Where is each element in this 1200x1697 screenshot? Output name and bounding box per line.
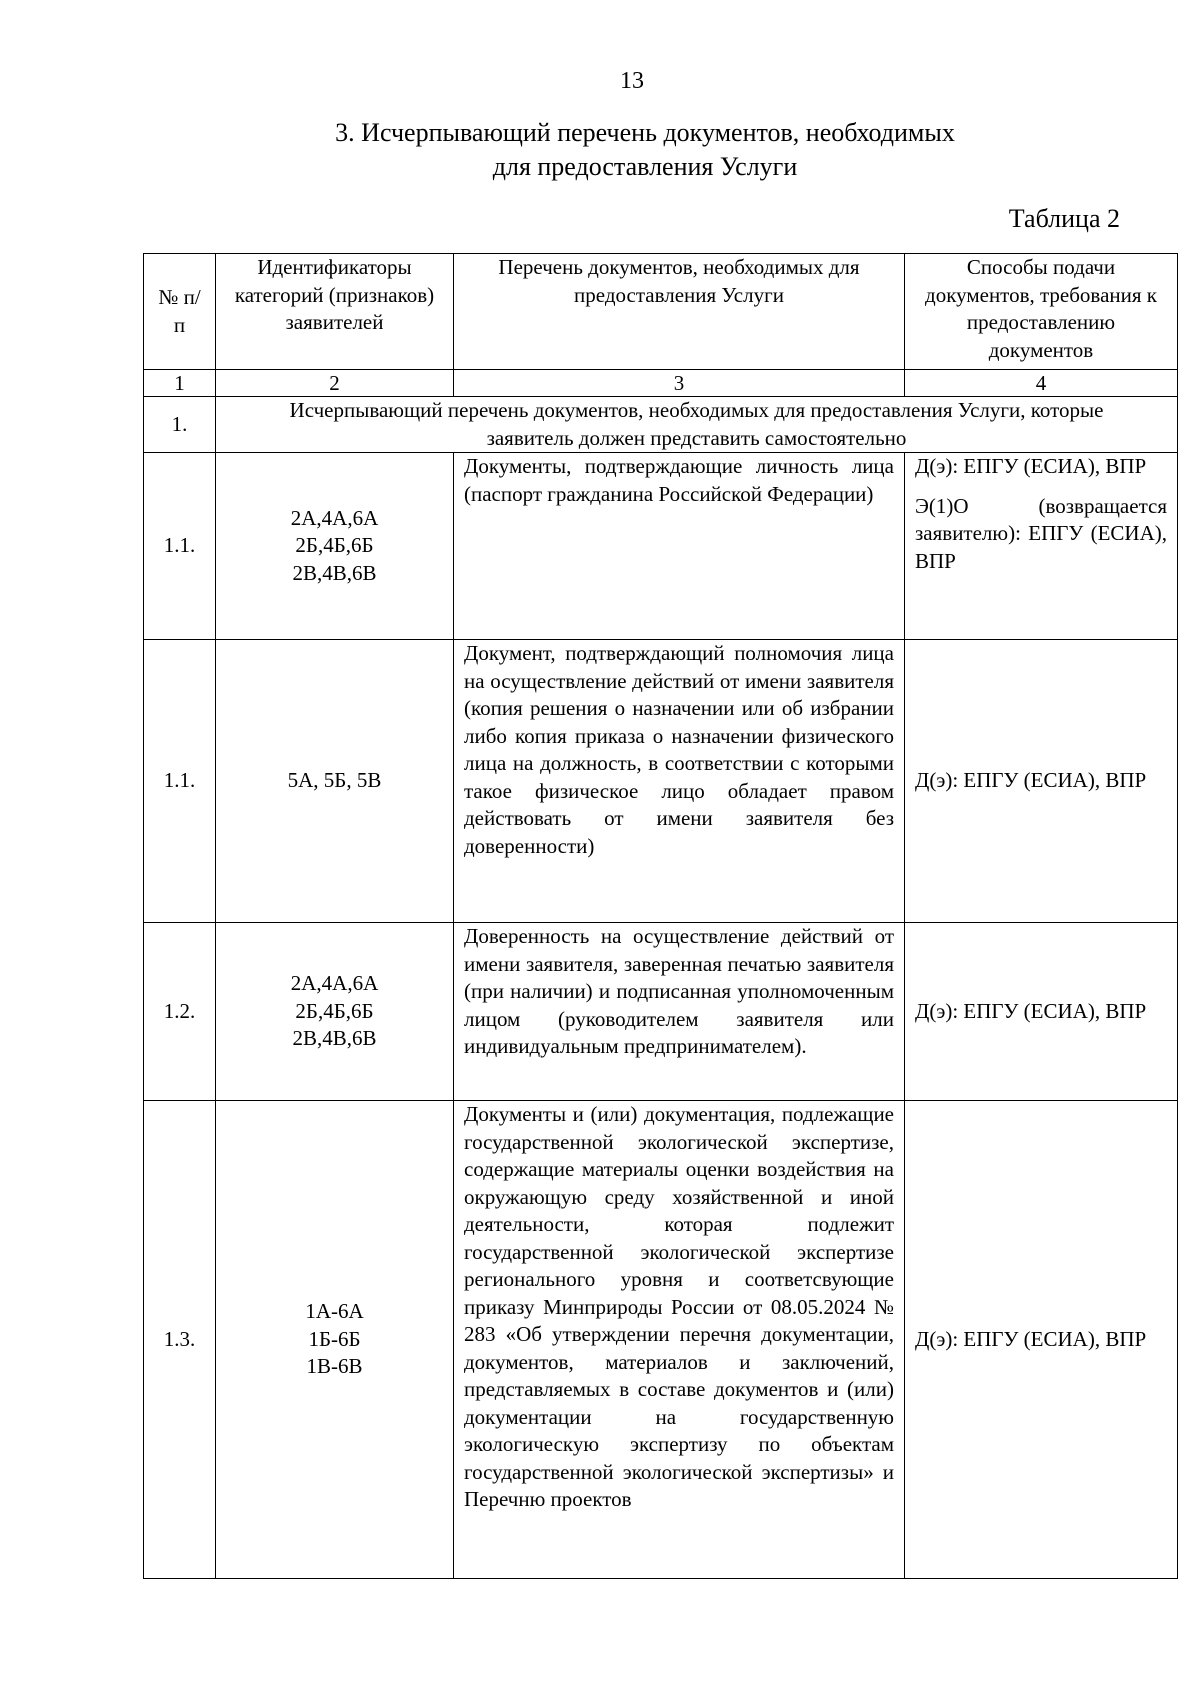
- table-caption: Таблица 2: [1008, 204, 1120, 233]
- category-line: 2В,4В,6В: [292, 560, 377, 585]
- category-line: 2А,4А,6А: [290, 971, 379, 996]
- row-method: Д(э): ЕПГУ (ЕСИА), ВПР: [905, 640, 1178, 923]
- method-extra: Э(1)О (возвращается заявителю): ЕПГУ (ЕСИА), ВПР: [915, 493, 1167, 573]
- row-categories: [216, 1101, 454, 1579]
- section-number: 1.: [144, 397, 216, 453]
- table-row: [144, 640, 1178, 923]
- category-line: 2Б,4Б,6Б: [295, 998, 374, 1023]
- header-categories: Идентификаторы категорий (признаков) заявителей: [216, 254, 454, 370]
- row-categories: [216, 640, 454, 923]
- row-document: Документы, подтверждающие личность лица (паспорт гражданина Российской Федерации): [454, 453, 905, 640]
- row-method: [905, 453, 1178, 640]
- row-method: Д(э): ЕПГУ (ЕСИА), ВПР: [905, 1101, 1178, 1579]
- section-row: [144, 397, 1178, 453]
- section-text: Исчерпывающий перечень документов, необходимых для предоставления Услуги, которые заявитель должен представить самостоятельно: [216, 397, 1178, 453]
- row-categories: [216, 923, 454, 1101]
- section-title: [0, 116, 1200, 184]
- category-line: 2А,4А,6А: [290, 505, 379, 530]
- row-number: 1.1.: [144, 453, 216, 640]
- column-number-3: 3: [454, 370, 905, 397]
- row-categories: [216, 453, 454, 640]
- header-row: [144, 254, 1178, 370]
- column-number-1: 1: [144, 370, 216, 397]
- row-document: Доверенность на осуществление действий от имени заявителя, заверенная печатью заявителя (при наличии) и подписанная уполномоченным лицом (руководителем заявителя или индивидуальным предпринимателем).: [454, 923, 905, 1101]
- category-line: 1А-6А: [305, 1299, 364, 1324]
- method-primary: Д(э): ЕПГУ (ЕСИА), ВПР: [915, 454, 1147, 478]
- header-number: № п/п: [144, 254, 216, 370]
- table-row: [144, 923, 1178, 1101]
- row-document: Документ, подтверждающий полномочия лица на осуществление действий от имени заявителя (копия решения о назначении или об избрании либо копия приказа о назначении физического лица на должность, в соответствии с которыми такое физическое лицо обладает правом действовать от имени заявителя без доверенности): [454, 640, 905, 923]
- column-number-4: 4: [905, 370, 1178, 397]
- column-number-row: [144, 370, 1178, 397]
- category-line: 1Б-6Б: [308, 1326, 361, 1351]
- row-method: Д(э): ЕПГУ (ЕСИА), ВПР: [905, 923, 1178, 1101]
- page-number: 13: [620, 68, 644, 94]
- section-title-line-1: 3. Исчерпывающий перечень документов, необходимых: [335, 118, 955, 147]
- row-document: Документы и (или) документация, подлежащие государственной экологической экспертизе, содержащие материалы оценки воздействия на окружающую среду хозяйственной и иной деятельности, которая подлежит государственной экологической экспертизе регионального уровня и соответсвующие приказу Минприроды России от 08.05.2024 № 283 «Об утверждении перечня документации, документов, материалов и заключений, представляемых в составе документов и (или) документации на государственную экологическую экспертизу по объектам государственной экологической экспертизы» и Перечню проектов: [454, 1101, 905, 1579]
- category-line: 2В,4В,6В: [292, 1026, 377, 1051]
- category-line: 1В-6В: [306, 1354, 363, 1379]
- row-number: 1.1.: [144, 640, 216, 923]
- category-line: 2Б,4Б,6Б: [295, 533, 374, 558]
- row-number: 1.2.: [144, 923, 216, 1101]
- row-number: 1.3.: [144, 1101, 216, 1579]
- table-row: [144, 453, 1178, 640]
- category-line: 5А, 5Б, 5В: [287, 768, 382, 793]
- column-number-2: 2: [216, 370, 454, 397]
- documents-table: [143, 253, 1178, 1579]
- header-documents: Перечень документов, необходимых для предоставления Услуги: [454, 254, 905, 370]
- header-methods: Способы подачи документов, требования к предоставлению документов: [905, 254, 1178, 370]
- section-title-line-2: для предоставления Услуги: [492, 152, 798, 181]
- table-row: [144, 1101, 1178, 1579]
